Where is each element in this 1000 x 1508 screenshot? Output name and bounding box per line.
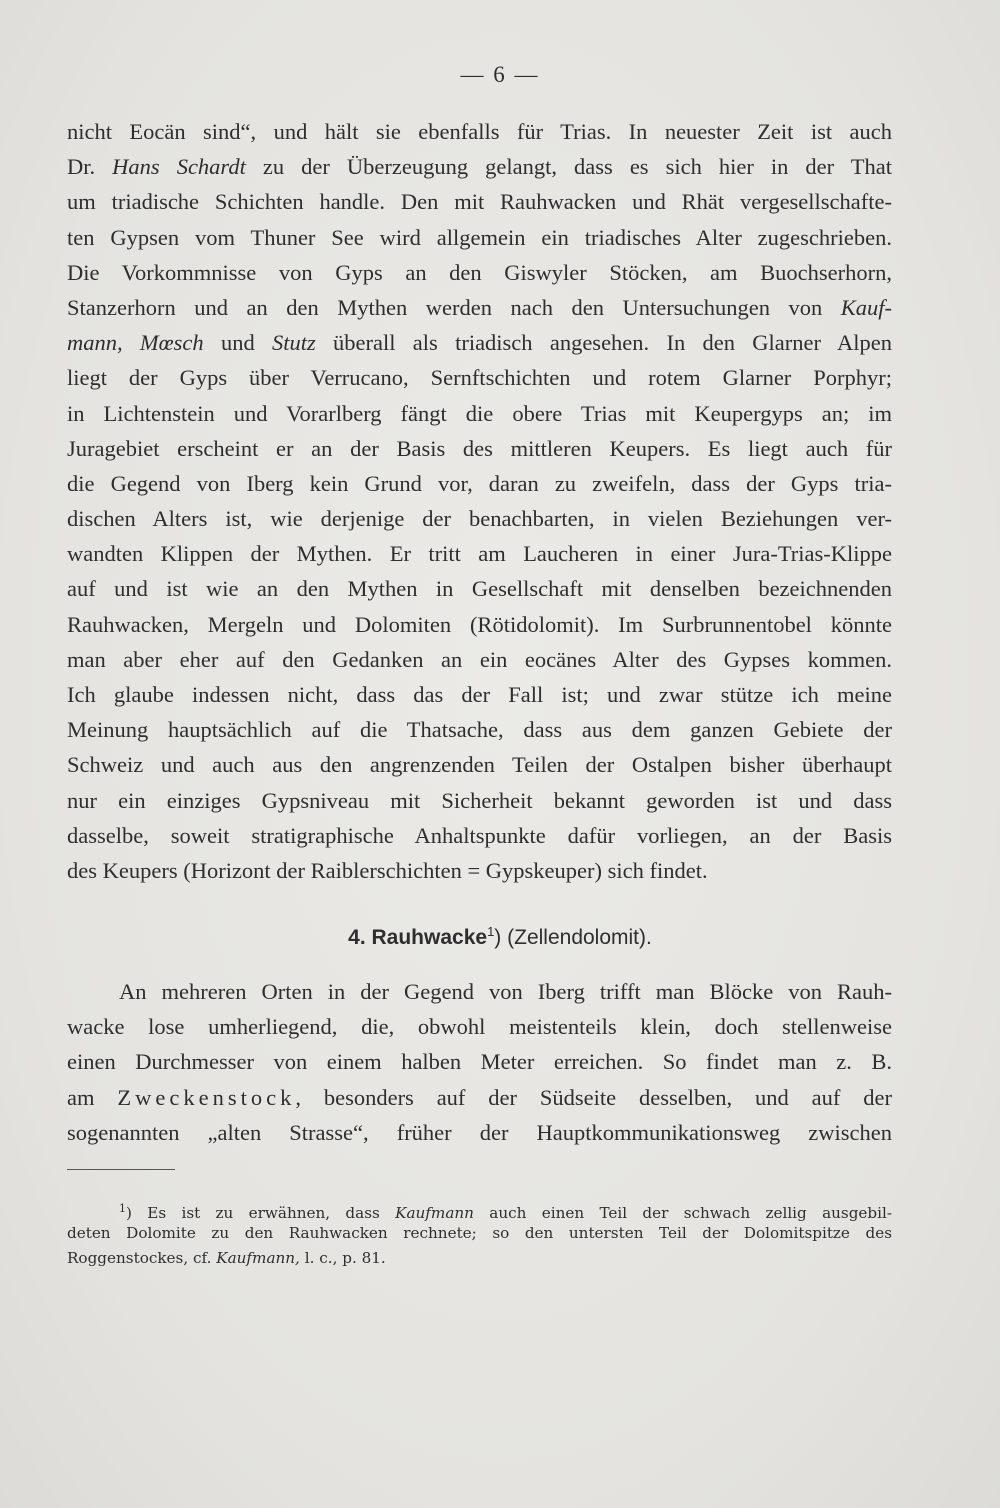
text-line: um triadische Schichten handle. Den mit Rauhwacken und Rhät vergesellschafte- <box>67 189 892 215</box>
footnote-line: Roggenstockes, cf. Kaufmann, l. c., p. 81. <box>67 1249 386 1267</box>
footnote-divider <box>67 1169 175 1170</box>
text-line: am Zweckenstock, besonders auf der Südseite desselben, und auf der <box>67 1084 892 1110</box>
author-name: Hans Schardt <box>112 154 246 180</box>
page-number: — 6 — <box>460 62 540 87</box>
text-line: wandten Klippen der Mythen. Er tritt am Laucheren in einer Jura-Trias-Klippe <box>67 541 892 567</box>
footnote-reference: 1 <box>487 924 495 939</box>
text-line: nur ein einziges Gypsniveau mit Sicherheit bekannt geworden ist und dass <box>67 787 892 813</box>
text-line: die Gegend von Iberg kein Grund vor, daran zu zweifeln, dass der Gyps tria- <box>67 470 892 496</box>
paragraph-rauhwacke <box>67 974 892 1150</box>
text-line: liegt der Gyps über Verrucano, Sernftschichten und rotem Glarner Porphyr; <box>67 365 892 391</box>
text-line: Juragebiet erscheint er an der Basis des mittleren Keupers. Es liegt auch für <box>67 435 892 461</box>
footnote-line: $^1$) Es ist zu erwähnen, dass Kaufmann auch einen Teil der schwach zellig ausgebil- <box>119 1202 892 1223</box>
footnote <box>67 1196 892 1271</box>
author-name: mann, Mœsch <box>67 330 204 356</box>
text-line: Ich glaube indessen nicht, dass das der Fall ist; und zwar stütze ich meine <box>67 682 892 707</box>
text-line: An mehreren Orten in der Gegend von Iberg trifft man Blöcke von Rauh- <box>119 979 892 1004</box>
text-line: in Lichtenstein und Vorarlberg fängt die obere Trias mit Keupergyps an; im <box>67 400 892 426</box>
text-line: dischen Alters ist, wie derjenige der benachbarten, in vielen Beziehungen ver- <box>67 506 892 532</box>
author-name: Stutz <box>271 330 316 356</box>
text-line: einen Durchmesser von einem halben Meter erreichen. So findet man z. B. <box>67 1049 892 1075</box>
text-line: Meinung hauptsächlich auf die Thatsache, dass aus dem ganzen Gebiete der <box>67 717 892 743</box>
section-heading <box>0 924 1000 950</box>
footnote-line: deten Dolomite zu den Rauhwacken rechnete; so den untersten Teil der Dolomitspitze des <box>67 1224 892 1242</box>
text-line: sogenannten „alten Strasse“, früher der Hauptkommunikationsweg zwischen <box>67 1119 892 1145</box>
text-line: Dr. Hans Schardt zu der Überzeugung gelangt, dass es sich hier in der That <box>67 154 892 180</box>
place-name: Zweckenstock <box>117 1084 296 1110</box>
text-line: Stanzerhorn und an den Mythen werden nach den Untersuchungen von Kauf- <box>67 294 892 320</box>
text-line: ten Gypsen vom Thuner See wird allgemein ein triadisches Alter zugeschrieben. <box>67 224 892 250</box>
section-number: 4. <box>348 926 366 949</box>
text-line: nicht Eocän sind“, und hält sie ebenfalls für Trias. In neuester Zeit ist auch <box>67 119 892 144</box>
section-title: Rauhwacke <box>371 926 488 949</box>
text-line: wacke lose umherliegend, die, obwohl meistenteils klein, doch stellenweise <box>67 1014 892 1040</box>
author-name: Kauf- <box>840 294 892 320</box>
author-name: Kaufmann, <box>216 1249 300 1267</box>
text-line: des Keupers (Horizont der Raiblerschichten = Gypskeuper) sich findet. <box>67 857 708 883</box>
text-line: auf und ist wie an den Mythen in Gesellschaft mit denselben bezeichnenden <box>67 576 892 602</box>
paragraph-gyps <box>67 114 892 888</box>
text-line: Schweiz und auch aus den angrenzenden Teilen der Ostalpen bisher überhaupt <box>67 752 892 778</box>
text-line: mann, Mœsch und Stutz überall als triadisch angesehen. In den Glarner Alpen <box>67 330 892 356</box>
author-name: Kaufmann <box>395 1204 474 1223</box>
text-line: dasselbe, soweit stratigraphische Anhaltspunkte dafür vorliegen, an der Basis <box>67 822 892 848</box>
section-subtitle: ) (Zellendolomit). <box>494 926 652 949</box>
text-line: man aber eher auf den Gedanken an ein eocänes Alter des Gypses kommen. <box>67 646 892 672</box>
footnote-mark: 1 <box>119 1202 126 1215</box>
text-line: Die Vorkommnisse von Gyps an den Giswyler Stöcken, am Buochserhorn, <box>67 259 892 285</box>
text-line: Rauhwacken, Mergeln und Dolomiten (Rötidolomit). Im Surbrunnentobel könnte <box>67 611 892 637</box>
